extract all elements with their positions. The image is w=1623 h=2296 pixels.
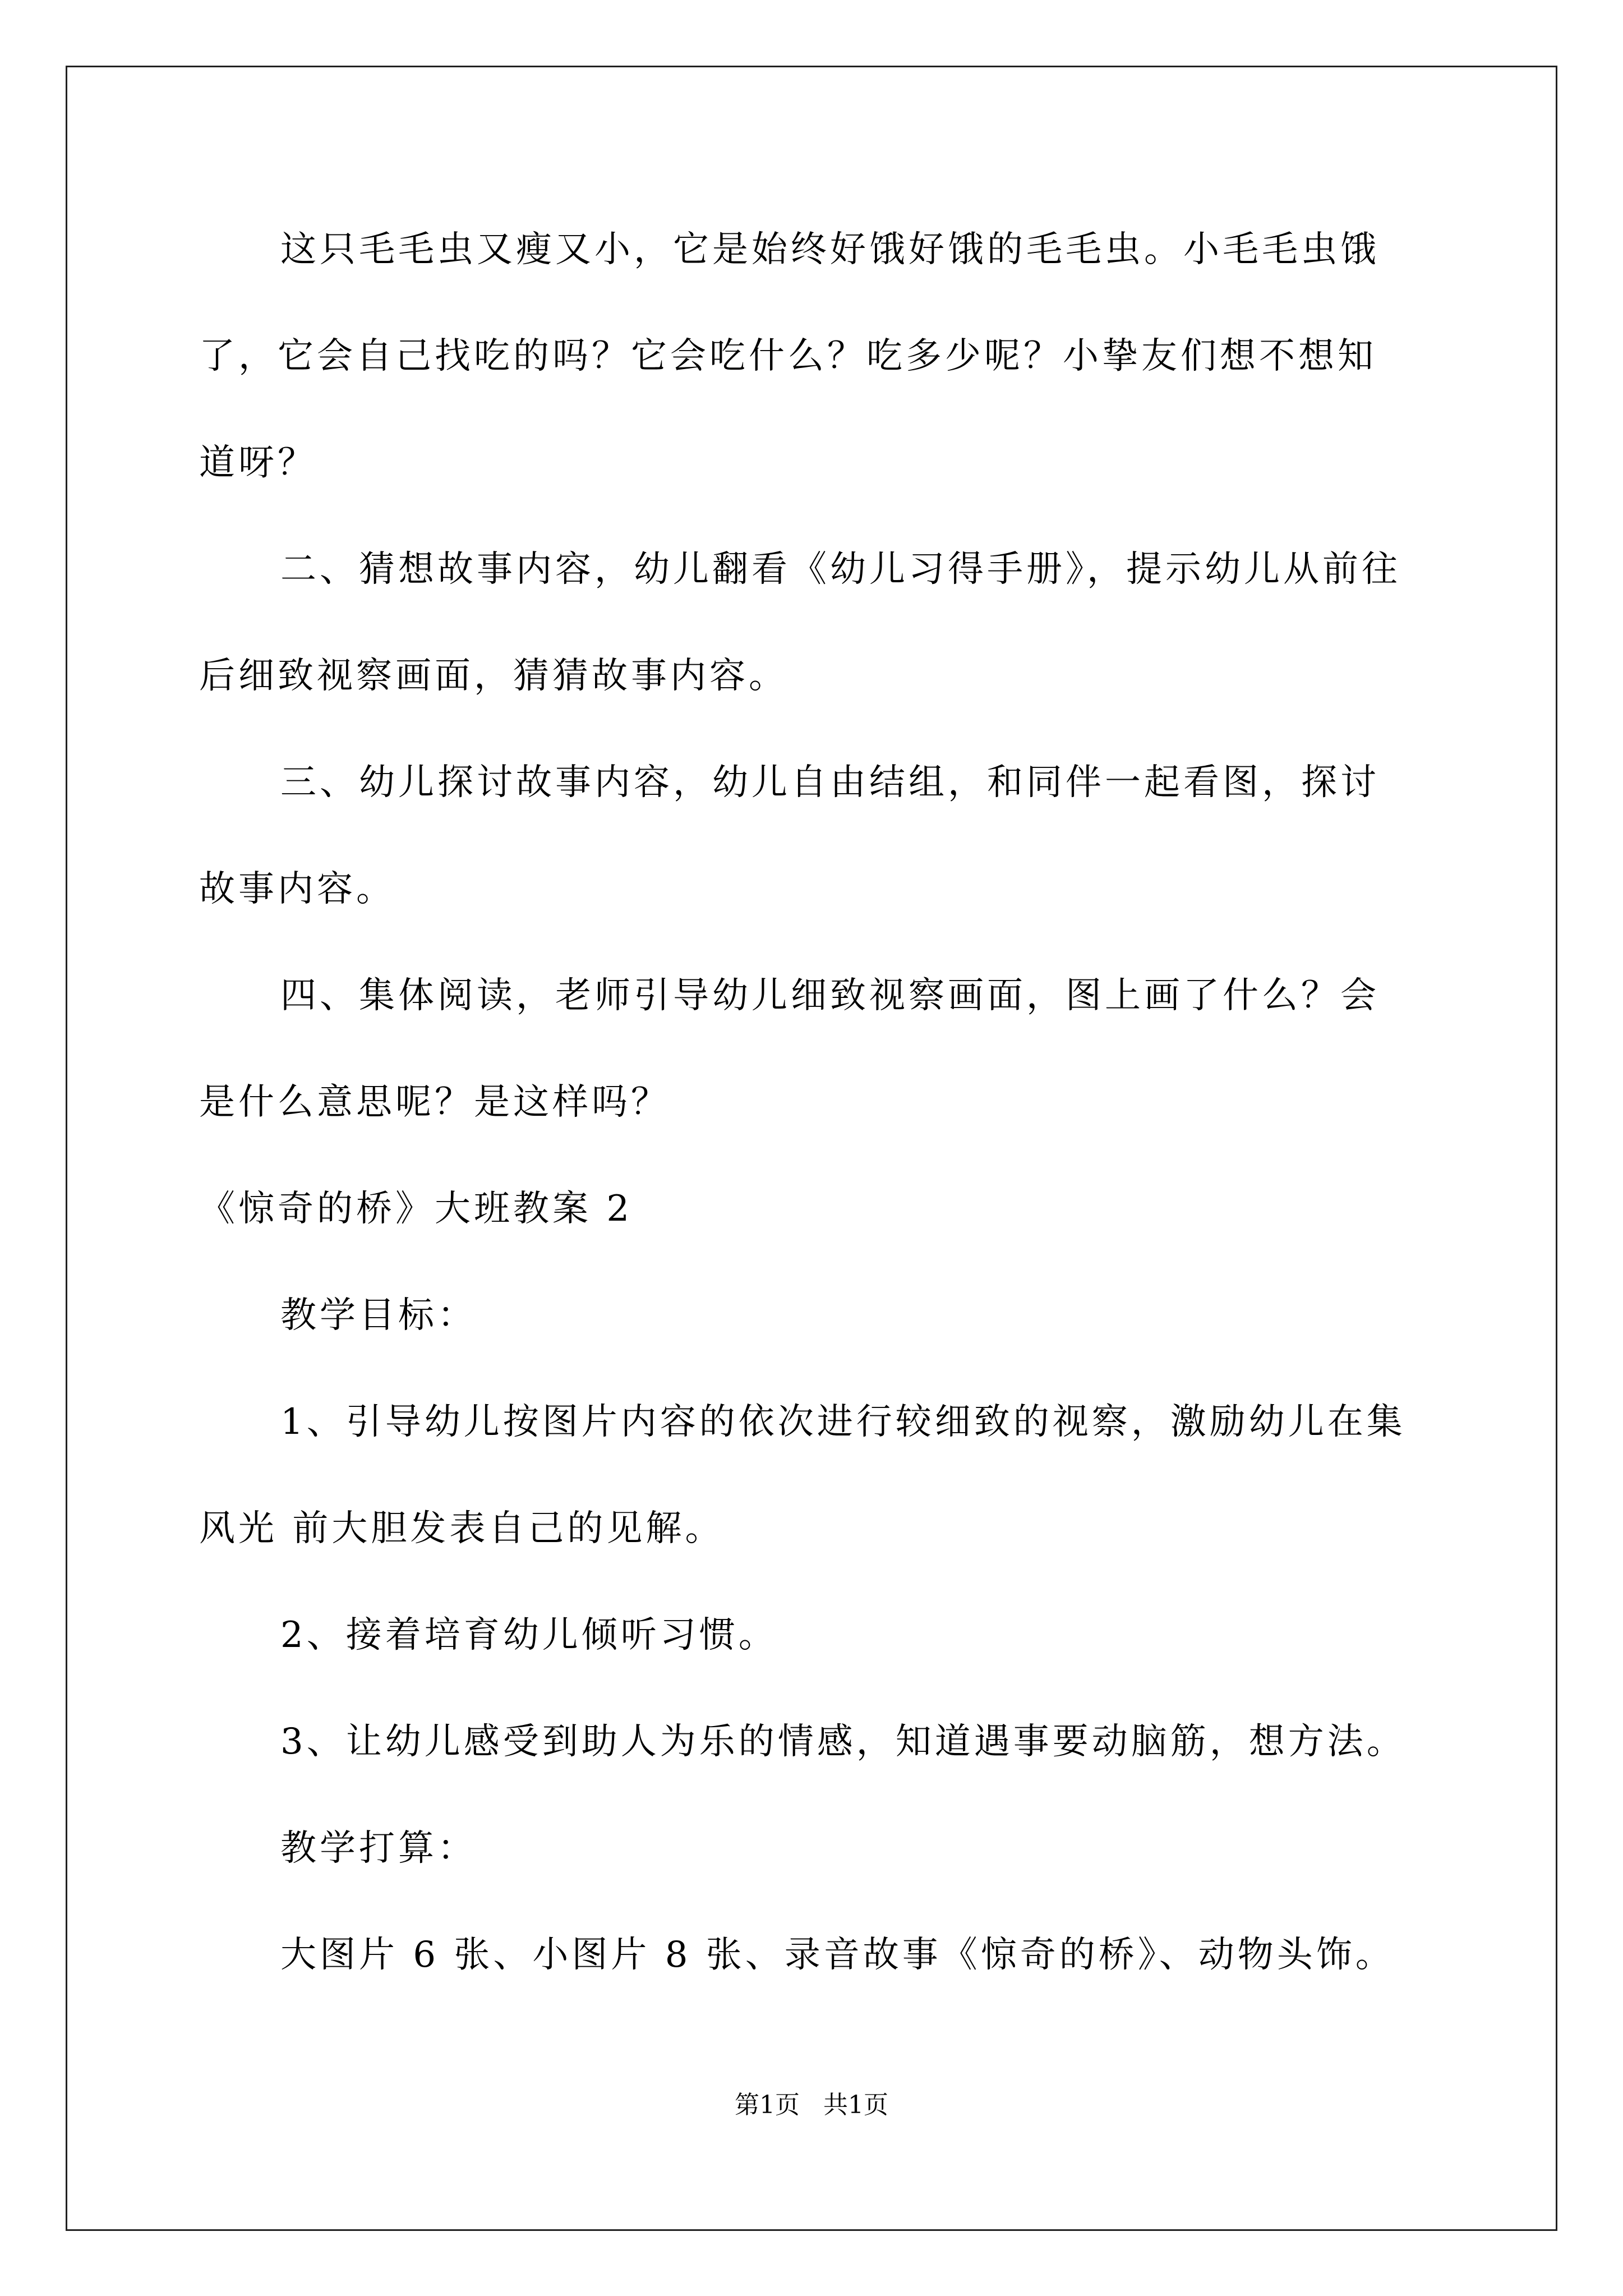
text-line: 了，它会自己找吃的吗？它会吃什么？吃多少呢？小挚友们想不想知 — [199, 335, 1377, 377]
text-line: 道呀？ — [199, 442, 317, 484]
text-line: 风光 前大胆发表自己的见解。 — [199, 1508, 725, 1549]
page-footer: 第1页 共1页 — [735, 2091, 888, 2119]
subheading: 教学目标： — [280, 1295, 477, 1336]
text-line: 3、让幼儿感受到助人为乐的情感，知道遇事要动脑筋，想方法。 — [280, 1721, 1406, 1763]
text-line: 是什么意思呢？是这样吗？ — [199, 1082, 670, 1123]
text-line: 故事内容。 — [199, 868, 395, 910]
text-line: 三、幼儿探讨故事内容，幼儿自由结组，和同伴一起看图，探讨 — [280, 762, 1380, 803]
text-line: 这只毛毛虫又瘦又小，它是始终好饿好饿的毛毛虫。小毛毛虫饿 — [280, 229, 1380, 270]
text-line: 四、集体阅读，老师引导幼儿细致视察画面，图上画了什么？会 — [280, 975, 1380, 1016]
page-border — [66, 66, 1557, 2231]
subheading: 教学打算： — [280, 1828, 477, 1869]
text-line: 2、接着培育幼儿倾听习惯。 — [280, 1614, 778, 1656]
text-line: 大图片 6 张、小图片 8 张、录音故事《惊奇的桥》、动物头饰。 — [280, 1934, 1395, 1976]
text-line: 1、引导幼儿按图片内容的依次进行较细致的视察，激励幼儿在集 — [280, 1401, 1406, 1443]
text-line: 后细致视察画面，猜猜故事内容。 — [199, 655, 788, 697]
text-line: 二、猜想故事内容，幼儿翻看《幼儿习得手册》，提示幼儿从前往 — [280, 549, 1401, 590]
section-heading: 《惊奇的桥》大班教案 2 — [199, 1188, 633, 1230]
